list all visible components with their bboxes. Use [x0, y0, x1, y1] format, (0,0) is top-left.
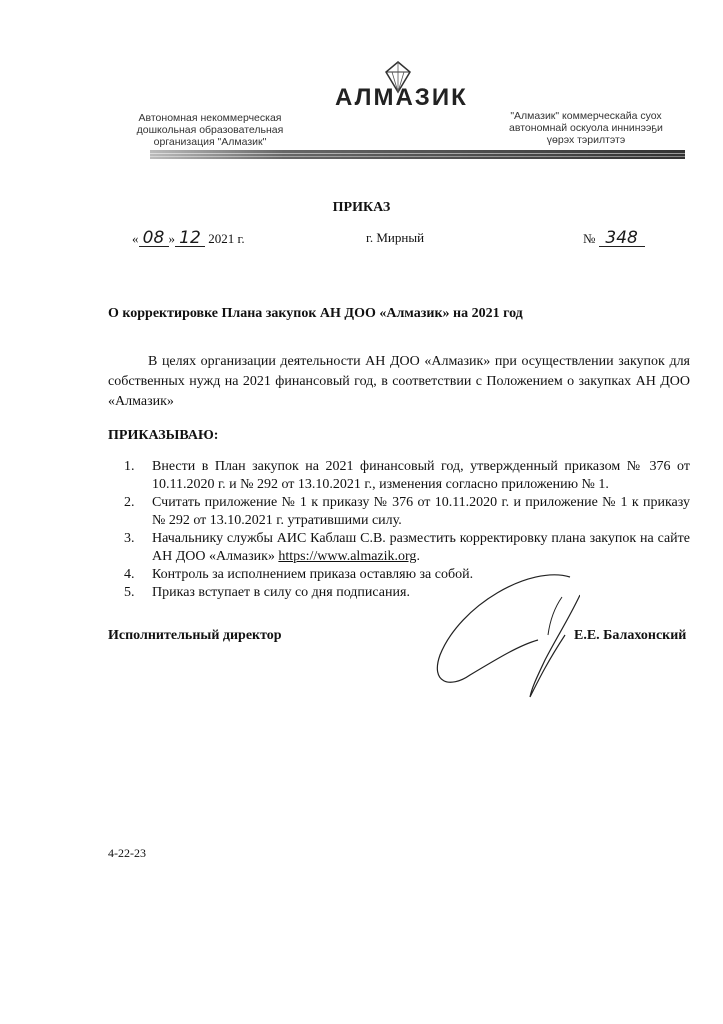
- signature-graphic: [420, 565, 580, 705]
- org-left-line-3: организация "Алмазик": [153, 136, 267, 148]
- header-divider: [150, 150, 685, 159]
- item-text: Приказ вступает в силу со дня подписания.: [152, 585, 410, 600]
- org-name-right: [486, 110, 686, 146]
- item-number: 4.: [124, 567, 135, 582]
- order-item: [108, 458, 690, 494]
- logo-text: АЛМАЗИК: [335, 84, 468, 111]
- number-value: 348: [599, 230, 645, 247]
- item-number: 1.: [124, 459, 135, 474]
- date-month: 12: [175, 230, 205, 247]
- signer-name: Е.Е. Балахонский: [574, 628, 687, 643]
- order-item: [108, 530, 690, 566]
- document-title: ПРИКАЗ: [332, 200, 391, 215]
- item-number: 5.: [124, 585, 135, 600]
- footer-code: 4-22-23: [108, 846, 146, 860]
- order-item: [108, 494, 690, 530]
- org-right-line-3: үөрэх тэрилтэтэ: [546, 134, 626, 146]
- item-text-end: .: [416, 549, 420, 564]
- date-year: 2021 г.: [208, 231, 245, 246]
- signer-title: Исполнительный директор: [108, 628, 282, 643]
- org-name-left: [110, 112, 310, 148]
- org-right-line-2: автономнай оскуола иннинээҕи: [509, 122, 663, 134]
- order-item: [108, 584, 690, 602]
- intro-paragraph: В целях организации деятельности АН ДОО «Алмазик» при осуществлении закупок для собственных нужд на 2021 финансовый год, в соответствии с Положением о закупках АН ДОО «Алмазик»: [108, 354, 690, 409]
- order-item: [108, 566, 690, 584]
- order-number: [583, 230, 645, 247]
- item-number: 2.: [124, 495, 135, 510]
- order-date: [132, 230, 245, 247]
- date-open-quote: «: [132, 231, 139, 246]
- number-prefix: №: [583, 231, 596, 246]
- order-heading: ПРИКАЗЫВАЮ:: [108, 428, 219, 443]
- item-text: Контроль за исполнением приказа оставляю за собой.: [152, 567, 474, 582]
- document-subject: О корректировке Плана закупок АН ДОО «Алмазик» на 2021 год: [108, 306, 523, 321]
- date-day: 08: [139, 230, 169, 247]
- date-close-quote: »: [168, 231, 175, 246]
- item-text: Внести в План закупок на 2021 финансовый год, утвержденный приказом № 376 от 10.11.2020 г. и № 292 от 13.10.2021 г., изменения согласно приложению № 1.: [152, 459, 690, 492]
- order-city: г. Мирный: [366, 230, 425, 245]
- order-items: [108, 458, 690, 602]
- item-text: Начальнику службы АИС Каблаш С.В. разместить корректировку плана закупок на сайте АН ДОО «Алмазик»: [152, 531, 690, 564]
- website-link[interactable]: https://www.almazik.org: [278, 549, 417, 564]
- org-left-line-2: дошкольная образовательная: [136, 124, 284, 136]
- org-right-line-1: "Алмазик" коммерческайа суох: [510, 110, 662, 122]
- item-text: Считать приложение № 1 к приказу № 376 от 10.11.2020 г. и приложение № 1 к приказу № 292 от 13.10.2021 г. утратившими силу.: [152, 495, 690, 528]
- org-left-line-1: Автономная некоммерческая: [138, 112, 282, 124]
- item-number: 3.: [124, 531, 135, 546]
